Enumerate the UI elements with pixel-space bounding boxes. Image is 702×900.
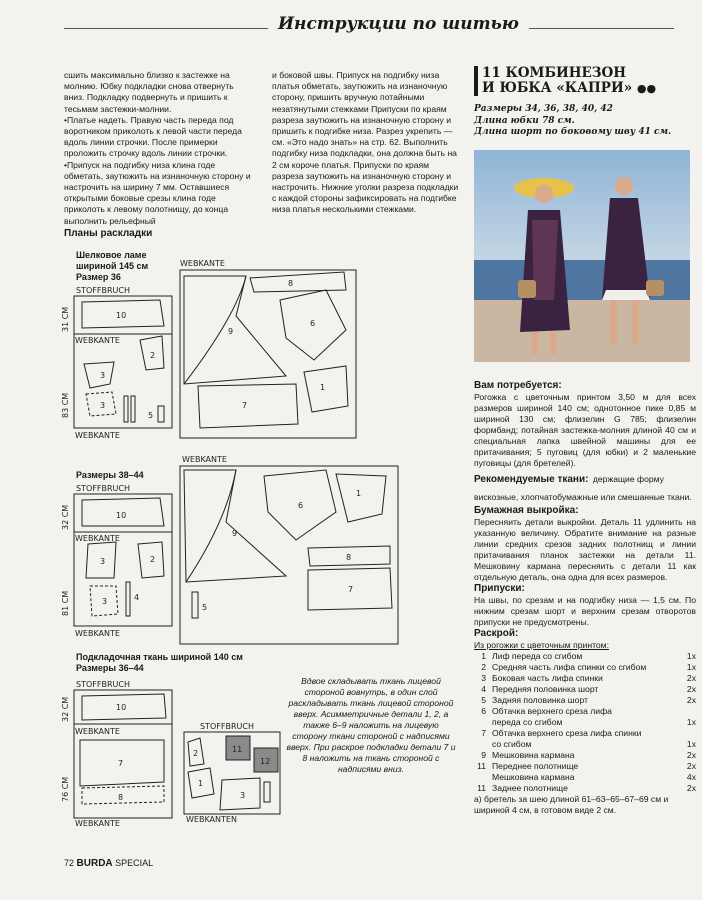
webkante-label: WEBKANTE [75, 534, 120, 543]
layout2-fold-diagram [60, 482, 178, 640]
model-shorts-length: Длина шорт по боковому шву 41 см. [474, 127, 672, 137]
piece-number: 5 [202, 603, 208, 612]
measure-label: 32 CM [61, 504, 70, 530]
cut-item-name: Средняя часть лифа спинки со сгибом [492, 662, 647, 672]
cut-item-number [474, 739, 492, 750]
piece-number: 10 [116, 311, 127, 320]
layout1-fold-diagram [60, 284, 178, 442]
webkante-label: WEBKANTE [75, 819, 120, 828]
piece-number: 4 [134, 593, 140, 602]
cut-item-qty: 1х [686, 662, 696, 672]
piece-number: 10 [116, 703, 127, 712]
cut-item-qty [674, 706, 696, 717]
cut-item-qty: 1х [686, 651, 696, 661]
piece-number: 3 [240, 791, 246, 800]
measure-label: 31 CM [61, 306, 70, 332]
stoffbruch-label: STOFFBRUCH [76, 484, 130, 493]
piece-3 [84, 362, 114, 388]
brand-name: BURDA [76, 858, 113, 869]
piece-number: 6 [310, 319, 316, 328]
piece-number: 2 [150, 351, 156, 360]
piece-number: 7 [242, 401, 248, 410]
piece-5 [158, 406, 164, 422]
piece-9 [184, 470, 286, 582]
piece-number: 8 [288, 279, 294, 288]
model-title-line-2 [482, 81, 696, 96]
cut-item-qty: 2х [686, 673, 696, 683]
model-title-text: И ЮБКА «КАПРИ» [482, 80, 633, 96]
cut-item-name: Передняя половинка шорт [492, 684, 599, 694]
webkante-label: WEBKANTE [75, 727, 120, 736]
webkante-label: WEBKANTE [75, 336, 120, 345]
piece-1 [304, 366, 348, 412]
webkante-label: WEBKANTE [75, 629, 120, 638]
cut-item-qty [674, 728, 696, 739]
cut-item-qty: 2х [686, 695, 696, 705]
cut-item-number: 5 [481, 695, 486, 705]
materials-heading: Вам потребуется: [474, 380, 562, 391]
difficulty-dots: ●● [636, 82, 657, 95]
cut-item-qty: 1х [686, 739, 696, 749]
model-photo [474, 150, 690, 362]
cut-item-name: Лиф переда со сгибом [492, 651, 583, 661]
piece-number: 3 [100, 401, 106, 410]
cutting-list [474, 651, 696, 794]
webkante-label: WEBKANTE [182, 455, 227, 464]
text-column-2 [272, 70, 460, 216]
layout3-second-diagram [180, 720, 284, 824]
stoffbruch-label: STOFFBRUCH [200, 722, 254, 731]
piece-number: 8 [346, 553, 352, 562]
measure-label: 83 CM [61, 392, 70, 418]
piece-4 [124, 396, 128, 422]
cut-item-name: Мешковина кармана [492, 772, 575, 782]
model-specs [474, 104, 698, 139]
piece-7 [198, 384, 298, 428]
layout1-fabric-label: Шелковое ламе шириной 145 см [76, 250, 149, 271]
cut-item-number: 11 [477, 783, 486, 793]
page-title: Инструкции по шитью [268, 14, 529, 34]
fabrics-heading: Рекомендуемые ткани: [474, 474, 589, 485]
cut-item-number: 2 [481, 662, 486, 672]
fabrics-text: держащие форму вискозные, хлопчатобумажные или смешанные ткани. [474, 474, 692, 502]
model-title-line-1: 11 КОМБИНЕЗОН [482, 65, 627, 81]
piece-number: 8 [118, 793, 124, 802]
cut-item-name: Заднее полотнище [492, 783, 568, 793]
cut-item-name: Задняя половинка шорт [492, 695, 588, 705]
cutting-subheading: Из рогожки с цветочным принтом: [474, 640, 609, 650]
piece-number: 7 [348, 585, 354, 594]
piece-number: 1 [356, 489, 362, 498]
piece-4b [131, 396, 135, 422]
cut-item-qty: 2х [686, 761, 696, 771]
cut-item-number: 3 [481, 673, 486, 683]
text-column-1 [64, 70, 252, 227]
webkanten-label: WEBKANTEN [186, 815, 237, 824]
paragraph: сшить максимально близко к застежке на молнию. Юбку подкладки снова отвернуть вниз. Подкладку подвернуть и пришить к тесьмам застежки-молнии. [64, 70, 234, 114]
cut-item-number: 4 [481, 684, 486, 694]
cut-item-name: со сгибом [492, 739, 532, 749]
piece-1 [336, 474, 386, 522]
piece-8 [250, 272, 346, 292]
title-bar-accent [474, 66, 478, 96]
piece-number: 12 [260, 757, 271, 766]
fabrics-block [474, 469, 696, 505]
piece-9 [184, 276, 286, 384]
materials-text: Рогожка с цветочным принтом 3,50 м для всех размеров шириной 140 см; однотонное пике 0,85 м шириной 130 см; флизелин G 785; флизелин формбанд; потайная застежка-молния длиной 40 см и специальная лапка швейной машины для ее притачивания; 5 пуговиц (для юбки) и 2 маленькие пуговицы (для бретелей). [474, 392, 696, 468]
layout3-fold-diagram [60, 678, 178, 828]
measure-label: 81 CM [61, 590, 70, 616]
cut-item-number: 1 [481, 651, 486, 661]
cut-item-qty: 2х [686, 783, 696, 793]
bullet-paragraph: •Припуск на подгибку низа клина годе обметать, заутюжить на изнаночную сторону и настрочить на ширину 7 мм. Оставшиеся открытыми боковые срезы клина годе приколоть к левому полотнищу, до конца выполнить рельефный [64, 159, 251, 226]
piece-number: 6 [298, 501, 304, 510]
cutting-heading: Раскрой: [474, 628, 519, 639]
cut-item-name: Обтачка верхнего среза лифа [492, 706, 612, 716]
cut-item-name: переда со сгибом [492, 717, 563, 727]
piece-number: 1 [320, 383, 326, 392]
piece-number: 9 [228, 327, 234, 336]
piece-number: 1 [198, 779, 204, 788]
cut-item-name: Обтачка верхнего среза лифа спинки [492, 728, 642, 738]
model-skirt-length: Длина юбки 78 см. [474, 115, 575, 126]
webkante-label: WEBKANTE [180, 259, 225, 268]
layout3-size-label: Размеры 36–44 [76, 663, 144, 673]
allowance-heading: Припуски: [474, 583, 525, 594]
cut-item-number: 11 [477, 761, 486, 771]
piece-number: 2 [193, 749, 199, 758]
stoffbruch-label: STOFFBRUCH [76, 286, 130, 295]
layout2-size-label: Размеры 38–44 [76, 470, 144, 480]
pattern-text: Пересняить детали выкройки. Деталь 11 удлинить на указанную величину. Обратите внимание на разные линии средних срезов задних полотнищ и линии притачивания планок застежки на детали 11. Мешковину кармана пересняить с детали 11 как отдельную деталь, она одна для всех размеров. [474, 517, 696, 582]
cut-item-qty: 4х [686, 772, 696, 782]
stoffbruch-label: STOFFBRUCH [76, 680, 130, 689]
paragraph: и боковой швы. Припуск на подгибку низа платья обметать, заутюжить на изнаночную сторону, пришить вручную потайными незатянутыми стежками Припуски по краям разреза заутюжить на изнаночную сторону и пришить к подгибке низа. Разрез укрепить — см. «Это надо знать» на стр. 62. Выполнить подгибку низа подкладки, она должна быть на 2 см короче платья. Припуски по краям разреза заутюжить на изнаночную сторону и настрочить. Нижние уголки разреза подкладки с каждой стороны зафиксировать на подгибке низа платья несколькими стежками. [272, 70, 459, 215]
bullet-paragraph: •Платье надеть. Правую часть переда под воротником приколоть к левой части переда вдоль линии строчки. После примерки проложить строчку вдоль линии строчки. [64, 114, 242, 159]
piece-number: 9 [232, 529, 238, 538]
measure-label: 76 CM [61, 776, 70, 802]
layout2-main-diagram [176, 452, 402, 648]
cut-item-number [474, 772, 492, 783]
cut-item-qty: 2х [686, 684, 696, 694]
piece-number: 7 [118, 759, 124, 768]
piece-number: 2 [150, 555, 156, 564]
measure-label: 32 CM [61, 696, 70, 722]
brand-special: SPECIAL [115, 858, 154, 868]
layouts-heading: Планы раскладки [64, 228, 153, 239]
layout1-size-label: Размер 36 [76, 272, 121, 282]
cut-item-number [474, 717, 492, 728]
allowance-text: На швы, по срезам и на подгибку низа — 1,5 см. По нижним срезам шорт и верхним срезам отворотов припуски не предусмотрены. [474, 595, 696, 627]
cut-item-name: Мешковина кармана [492, 750, 575, 760]
piece-number: 3 [102, 597, 108, 606]
layout-note: Вдвое складывать ткань лицевой стороной вовнутрь, в один слой раскладывать ткань лицевой стороной вверх. Асимметричные детали 1, 2, а также 6–9 наложить на лицевую сторону ткани стороной с надписями вверх. При раскрое подкладки детали 7 и 8 наложить на ткань стороной с надписями вниз. [286, 676, 456, 774]
model-title [482, 66, 696, 96]
piece-number: 10 [116, 511, 127, 520]
page-footer [64, 858, 153, 869]
piece-number: 11 [232, 745, 243, 754]
cut-item-name: Боковая часть лифа спинки [492, 673, 603, 683]
page-number: 72 [64, 858, 75, 868]
layout1-main-diagram [176, 256, 360, 446]
cut-item-number: 6 [481, 706, 486, 716]
layout3-fabric-label: Подкладочная ткань шириной 140 см [76, 652, 243, 662]
piece-number: 5 [148, 411, 154, 420]
cut-item-name: Переднее полотнище [492, 761, 579, 771]
page-header [0, 8, 702, 42]
instructions-column [474, 380, 696, 816]
model-sizes: Размеры 34, 36, 38, 40, 42 [474, 104, 613, 114]
cut-item-number: 9 [481, 750, 486, 760]
cut-item-qty: 2х [686, 750, 696, 760]
webkante-label: WEBKANTE [75, 431, 120, 440]
piece-number: 3 [100, 557, 106, 566]
cutting-extra: а) бретель за шею длиной 61–63–65–67–69 см и шириной 4 см, в готовом виде 2 см. [474, 794, 669, 815]
pattern-heading: Бумажная выкройка: [474, 505, 579, 516]
cut-item-qty: 1х [686, 717, 696, 727]
piece-number: 3 [100, 371, 106, 380]
cut-item-number: 7 [481, 728, 486, 738]
